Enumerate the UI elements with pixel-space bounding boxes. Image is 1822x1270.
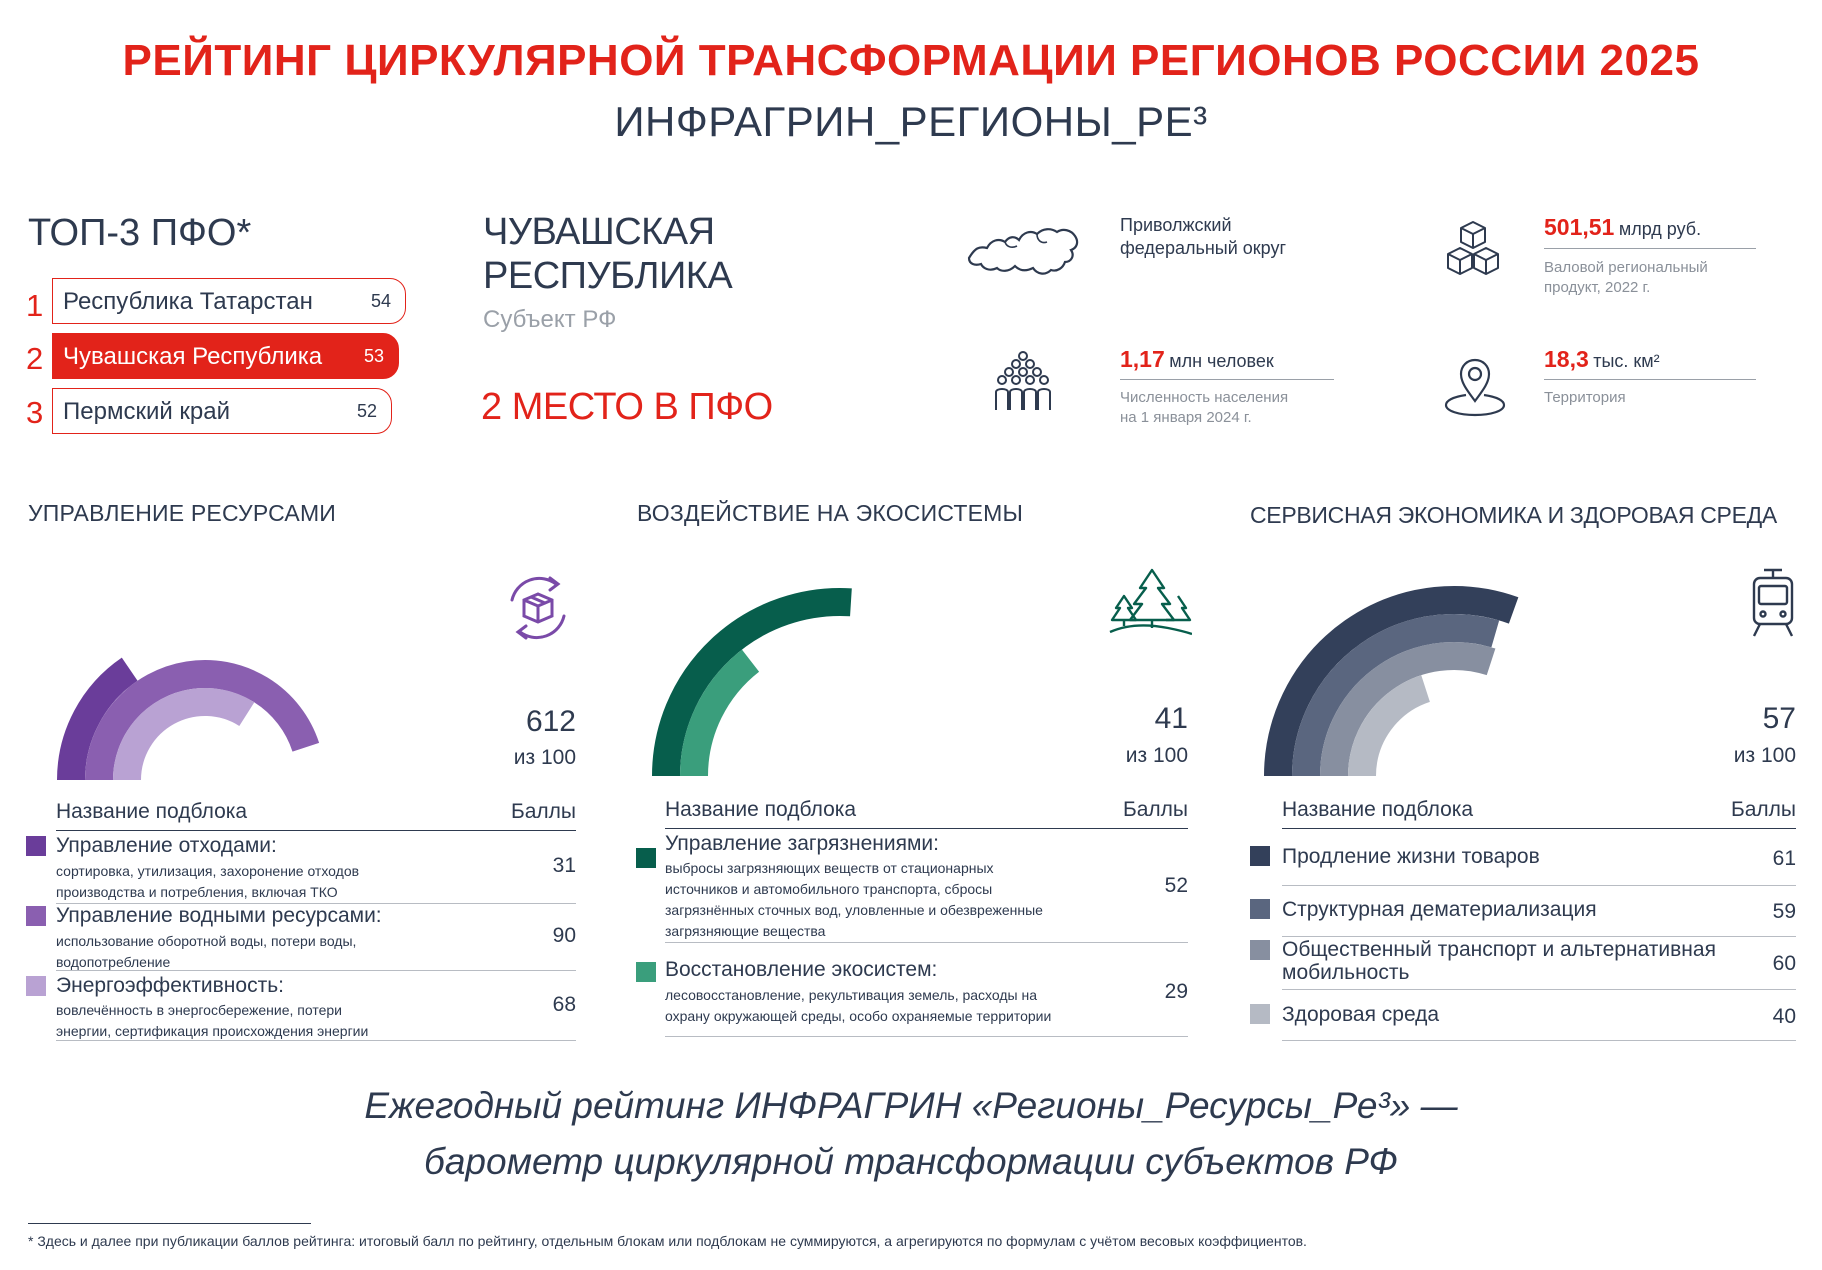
block-score-of: из 100 xyxy=(513,746,576,769)
grp-unit: млрд руб. xyxy=(1618,219,1702,239)
grp-note-line2: продукт, 2022 г. xyxy=(1544,279,1651,296)
gauge-arc xyxy=(127,702,247,780)
region-subtitle: Субъект РФ xyxy=(483,306,617,333)
column-header-name: Название подблока xyxy=(665,798,857,821)
row-description-line: производства и потребления, включая ТКО xyxy=(56,884,338,900)
row-separator xyxy=(1282,989,1796,990)
column-header-name: Название подблока xyxy=(1282,798,1474,821)
population-unit: млн человек xyxy=(1169,351,1274,371)
row-separator xyxy=(665,942,1188,943)
top3-item-name: Чувашская Республика xyxy=(63,343,323,370)
row-description xyxy=(665,985,1051,1027)
column-header-score: Баллы xyxy=(510,800,576,823)
row-value: 61 xyxy=(1772,847,1796,870)
row-separator xyxy=(1282,885,1796,886)
row-name-line: Общественный транспорт и альтернативная xyxy=(1282,938,1716,961)
footer-line2: барометр циркулярной трансформации субъектов РФ xyxy=(424,1141,1398,1182)
russia-map-icon xyxy=(965,218,1083,282)
column-header-name: Название подблока xyxy=(56,800,248,823)
row-value: 68 xyxy=(552,993,576,1016)
row-description xyxy=(56,1000,368,1042)
area-value-line xyxy=(1544,346,1660,373)
population-note xyxy=(1120,388,1288,428)
district-label xyxy=(1120,214,1286,260)
region-name-line2: РЕСПУБЛИКА xyxy=(483,255,733,297)
legend-swatch xyxy=(1250,899,1270,919)
row-value: 90 xyxy=(552,924,576,947)
area-value: 18,3 xyxy=(1544,346,1589,372)
row-separator xyxy=(665,1036,1188,1037)
grp-value: 501,51 xyxy=(1544,214,1615,240)
forest-icon xyxy=(1108,566,1192,638)
table-header-line xyxy=(56,830,576,831)
block-title-resources: УПРАВЛЕНИЕ РЕСУРСАМИ xyxy=(28,500,337,526)
legend-swatch xyxy=(26,906,46,926)
row-name: Управление загрязнениями: xyxy=(665,832,939,855)
top3-item-highlighted xyxy=(52,333,399,379)
row-name: Продление жизни товаров xyxy=(1282,845,1540,868)
divider xyxy=(1120,379,1334,380)
row-description-line: загрязняющие вещества xyxy=(665,923,826,939)
boxes-icon xyxy=(1440,218,1506,284)
rank-number: 2 xyxy=(26,341,44,376)
top3-item xyxy=(52,278,406,324)
population-value-line xyxy=(1120,346,1274,373)
block-score-of: из 100 xyxy=(1125,744,1188,767)
row-description-line: водопотребление xyxy=(56,954,171,970)
divider xyxy=(1544,248,1756,249)
district-line2: федеральный округ xyxy=(1120,238,1287,258)
row-value: 40 xyxy=(1772,1005,1796,1028)
grp-value-line xyxy=(1544,214,1701,241)
row-description xyxy=(56,931,356,973)
rank-number: 3 xyxy=(26,395,44,430)
row-separator xyxy=(1282,1040,1796,1041)
recycle-box-icon xyxy=(500,570,576,646)
column-header-score: Баллы xyxy=(1122,798,1188,821)
gauge-chart-ecosystems xyxy=(630,566,910,780)
main-subtitle: ИНФРАГРИН_РЕГИОНЫ_РЕ³ xyxy=(614,98,1208,145)
legend-swatch xyxy=(26,836,46,856)
gauge-chart-service xyxy=(1246,566,1526,780)
district-line1: Приволжский xyxy=(1120,215,1232,235)
top3-item-name: Республика Татарстан xyxy=(63,288,313,315)
area-note: Территория xyxy=(1544,389,1626,406)
row-name: Восстановление экосистем: xyxy=(665,958,938,981)
region-name-line1: ЧУВАШСКАЯ xyxy=(483,211,715,253)
row-name: Управление водными ресурсами: xyxy=(56,904,382,927)
block-score-of: из 100 xyxy=(1733,744,1796,767)
row-name-line: мобильность xyxy=(1282,961,1410,984)
top3-item-score: 54 xyxy=(370,291,391,311)
table-header-line xyxy=(665,828,1188,829)
row-description-line: загрязнённых сточных вод, уловленные и обезвреженные xyxy=(665,902,1043,918)
row-value: 60 xyxy=(1772,952,1796,975)
population-note-line2: на 1 января 2024 г. xyxy=(1120,409,1252,426)
grp-note-line1: Валовой региональный xyxy=(1544,259,1708,276)
row-description-line: выбросы загрязняющих веществ от стационарных xyxy=(665,860,994,876)
row-name: Управление отходами: xyxy=(56,834,277,857)
divider xyxy=(1544,379,1756,380)
top3-item xyxy=(52,388,392,434)
block-score: 41 xyxy=(1154,702,1188,735)
legend-swatch xyxy=(636,962,656,982)
region-name xyxy=(483,210,732,298)
block-title-service: СЕРВИСНАЯ ЭКОНОМИКА И ЗДОРОВАЯ СРЕДА xyxy=(1250,502,1777,528)
row-description xyxy=(665,858,1043,942)
top3-item-score: 52 xyxy=(356,401,377,421)
rank-number: 1 xyxy=(26,288,44,323)
column-header-score: Баллы xyxy=(1730,798,1796,821)
footnote-divider xyxy=(28,1223,311,1224)
block-title-ecosystems: ВОЗДЕЙСТВИЕ НА ЭКОСИСТЕМЫ xyxy=(637,500,1024,526)
row-value: 31 xyxy=(552,854,576,877)
population-icon xyxy=(990,350,1056,420)
footer-line1: Ежегодный рейтинг ИНФРАГРИН «Регионы_Ресурсы_Ре³» — xyxy=(364,1085,1458,1126)
population-note-line1: Численность населения xyxy=(1120,389,1289,406)
row-description-line: вовлечённость в энергосбережение, потери xyxy=(56,1002,342,1018)
row-separator xyxy=(1282,936,1796,937)
row-description xyxy=(56,861,359,903)
table-header-line xyxy=(1282,828,1796,829)
top3-item-score: 53 xyxy=(363,346,384,366)
row-separator xyxy=(56,970,576,971)
row-value: 29 xyxy=(1164,980,1188,1003)
footer-slogan xyxy=(0,1078,1822,1190)
legend-swatch xyxy=(26,976,46,996)
row-description-line: охрану окружающей среды, особо охраняемые территории xyxy=(665,1008,1052,1024)
row-name: Структурная дематериализация xyxy=(1282,898,1597,921)
region-place: 2 МЕСТО В ПФО xyxy=(481,386,773,428)
row-separator xyxy=(56,1040,576,1041)
train-icon xyxy=(1750,566,1796,640)
row-description-line: энергии, сертификация происхождения энергии xyxy=(56,1023,369,1039)
population-value: 1,17 xyxy=(1120,346,1165,372)
legend-swatch xyxy=(1250,940,1270,960)
block-score: 612 xyxy=(525,705,576,738)
row-description-line: лесовосстановление, рекультивация земель, расходы на xyxy=(665,987,1038,1003)
row-value: 59 xyxy=(1772,900,1796,923)
legend-swatch xyxy=(636,848,656,868)
top3-item-name: Пермский край xyxy=(63,398,231,425)
row-name: Энергоэффективность: xyxy=(56,974,284,997)
top3-title: ТОП-3 ПФО* xyxy=(28,212,252,254)
gauge-chart-resources xyxy=(20,600,390,780)
main-title: РЕЙТИНГ ЦИРКУЛЯРНОЙ ТРАНСФОРМАЦИИ РЕГИОНОВ РОССИИ 2025 xyxy=(122,36,1700,85)
row-value: 52 xyxy=(1164,874,1188,897)
row-description-line: использование оборотной воды, потери воды, xyxy=(56,933,357,949)
grp-note xyxy=(1544,258,1708,298)
footnote: * Здесь и далее при публикации баллов рейтинга: итоговый балл по рейтингу, отдельным блокам или подблокам не суммируются, а агрегируются по формулам с учётом весовых коэффициентов. xyxy=(28,1233,1307,1249)
row-description-line: источников и автомобильного транспорта, сбросы xyxy=(665,881,993,897)
area-unit: тыс. км² xyxy=(1593,351,1660,371)
legend-swatch xyxy=(1250,846,1270,866)
block-score: 57 xyxy=(1762,702,1796,735)
legend-swatch xyxy=(1250,1004,1270,1024)
row-name: Здоровая среда xyxy=(1282,1003,1440,1026)
row-description-line: сортировка, утилизация, захоронение отходов xyxy=(56,863,360,879)
row-name xyxy=(1282,938,1716,984)
location-pin-icon xyxy=(1442,355,1508,421)
